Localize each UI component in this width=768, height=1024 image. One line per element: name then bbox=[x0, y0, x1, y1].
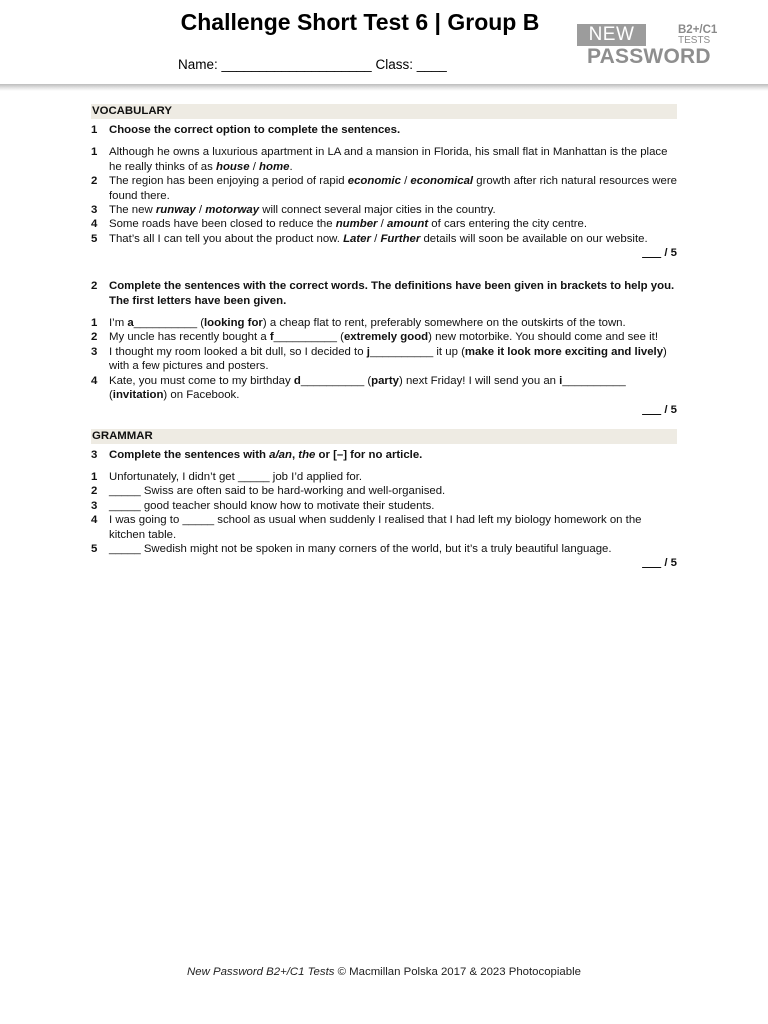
option-2: motorway bbox=[205, 204, 260, 217]
page-title: Challenge Short Test 6 | Group B bbox=[180, 9, 540, 35]
item-text: My uncle has recently bought a f__________ (extremely good) new motorbike. You should come and see it! bbox=[109, 331, 658, 344]
option-1: economic bbox=[347, 175, 401, 188]
item-text: I thought my room looked a bit dull, so I decided to j__________ it up (make it look more exciting and lively) with a few pictures and posters. bbox=[109, 345, 667, 373]
item-text: _____ Swiss are often said to be hard-working and well-organised. bbox=[109, 485, 446, 498]
option-2: home bbox=[259, 160, 290, 173]
task-1-items bbox=[91, 145, 677, 246]
item-text: That’s all I can tell you about the product now. Later / Further details will soon be available on our website. bbox=[109, 232, 648, 245]
list-item bbox=[91, 484, 677, 498]
option-1: runway bbox=[155, 204, 196, 217]
first-letter: j bbox=[366, 345, 370, 358]
item-number: 1 bbox=[91, 146, 98, 159]
item-number: 5 bbox=[91, 542, 98, 555]
item-text: The new runway / motorway will connect several major cities in the country. bbox=[109, 204, 496, 217]
list-item bbox=[91, 316, 677, 330]
item-number: 5 bbox=[91, 232, 98, 245]
footer-title: New Password B2+/C1 Tests bbox=[187, 966, 335, 978]
logo-tests: TESTS bbox=[678, 35, 711, 46]
new-password-logo bbox=[577, 24, 727, 70]
item-number: 3 bbox=[91, 345, 98, 358]
list-item bbox=[91, 145, 677, 174]
first-letter: a bbox=[127, 317, 134, 330]
score-blank: ___ bbox=[642, 247, 662, 260]
item-text: Some roads have been closed to reduce the number / amount of cars entering the city centre. bbox=[109, 218, 588, 231]
task-3-instruction bbox=[91, 448, 677, 462]
item-text: _____ good teacher should know how to motivate their students. bbox=[109, 499, 435, 512]
score-total: / 5 bbox=[661, 403, 677, 416]
option-1: number bbox=[335, 218, 378, 231]
definition: party bbox=[371, 374, 399, 387]
option-1: Later bbox=[343, 232, 371, 245]
logo-new-badge: NEW bbox=[577, 24, 646, 46]
item-number: 4 bbox=[91, 374, 98, 387]
vocabulary-heading: VOCABULARY bbox=[91, 104, 677, 119]
definition: invitation bbox=[112, 389, 164, 402]
list-item bbox=[91, 470, 677, 484]
score-blank: ___ bbox=[642, 403, 662, 416]
list-item bbox=[91, 232, 677, 246]
instruction-text: Choose the correct option to complete the sentences. bbox=[109, 124, 401, 136]
definition: make it look more exciting and lively bbox=[464, 345, 664, 358]
page-footer bbox=[0, 966, 768, 978]
task-2-instruction bbox=[91, 279, 677, 308]
task-1-instruction bbox=[91, 123, 677, 137]
footer-copyright: © Macmillan Polska 2017 & 2023 Photocopiable bbox=[334, 966, 581, 978]
item-number: 1 bbox=[91, 317, 98, 330]
definition: looking for bbox=[204, 317, 263, 330]
task-number: 2 bbox=[91, 280, 98, 293]
first-letter: f bbox=[269, 331, 274, 344]
item-text: Although he owns a luxurious apartment in LA and a mansion in Florida, his small flat in Manhattan is the place he really thinks of as house / home. bbox=[109, 146, 668, 173]
score-blank: ___ bbox=[642, 557, 662, 570]
definition: extremely good bbox=[343, 331, 429, 344]
logo-password: PASSWORD bbox=[587, 45, 711, 68]
list-item bbox=[91, 330, 677, 344]
item-number: 3 bbox=[91, 499, 98, 512]
score-total: / 5 bbox=[661, 557, 677, 570]
option-1: house bbox=[216, 160, 250, 173]
option-2: Further bbox=[380, 232, 421, 245]
item-text: The region has been enjoying a period of rapid economic / economical growth after rich natural resources were found there. bbox=[109, 175, 677, 202]
grammar-heading: GRAMMAR bbox=[91, 429, 677, 444]
item-number: 4 bbox=[91, 218, 98, 231]
list-item bbox=[91, 203, 677, 217]
instruction-text: Complete the sentences with a/an, the or [–] for no article. bbox=[109, 448, 423, 461]
item-number: 3 bbox=[91, 204, 98, 217]
item-number: 2 bbox=[91, 175, 98, 188]
name-blank: ____________________ bbox=[221, 57, 372, 72]
item-number: 1 bbox=[91, 470, 98, 483]
item-text: _____ Swedish might not be spoken in many corners of the world, but it’s a truly beautiful language. bbox=[109, 542, 612, 555]
name-class-line bbox=[178, 57, 447, 72]
instruction-text: Complete the sentences with the correct words. The definitions have been given in brackets to help you. The first letters have been given. bbox=[109, 280, 675, 307]
item-number: 2 bbox=[91, 485, 98, 498]
item-text: I’m a__________ (looking for) a cheap flat to rent, preferably somewhere on the outskirts of the town. bbox=[109, 317, 626, 330]
first-letter: d bbox=[293, 374, 301, 387]
task-3-score bbox=[91, 556, 677, 571]
item-text: Unfortunately, I didn’t get _____ job I’d applied for. bbox=[109, 470, 363, 483]
item-text: I was going to _____ school as usual when suddenly I realised that I had left my biology homework on the kitchen table. bbox=[109, 514, 642, 541]
name-label: Name: bbox=[178, 57, 218, 72]
score-total: / 5 bbox=[661, 247, 677, 260]
list-item bbox=[91, 217, 677, 231]
list-item bbox=[91, 542, 677, 556]
item-text: Kate, you must come to my birthday d__________ (party) next Friday! I will send you an i__________ (invitation) on Facebook. bbox=[109, 374, 626, 402]
test-content bbox=[91, 104, 677, 571]
task-number: 3 bbox=[91, 448, 98, 461]
list-item bbox=[91, 499, 677, 513]
logo-level: B2+/C1 bbox=[678, 24, 718, 36]
list-item bbox=[91, 513, 677, 542]
item-number: 2 bbox=[91, 331, 98, 344]
task-2-score bbox=[91, 403, 677, 418]
header-divider bbox=[0, 84, 768, 91]
list-item bbox=[91, 174, 677, 203]
option-2: amount bbox=[386, 218, 429, 231]
task-3-items bbox=[91, 470, 677, 556]
list-item bbox=[91, 374, 677, 403]
list-item bbox=[91, 345, 677, 374]
task-1-score bbox=[91, 246, 677, 261]
class-blank: ____ bbox=[416, 57, 447, 72]
item-number: 4 bbox=[91, 514, 98, 527]
task-2-items bbox=[91, 316, 677, 402]
task-number: 1 bbox=[91, 124, 98, 136]
class-label: Class: bbox=[375, 57, 413, 72]
option-2: economical bbox=[410, 175, 474, 188]
first-letter: i bbox=[559, 374, 563, 387]
